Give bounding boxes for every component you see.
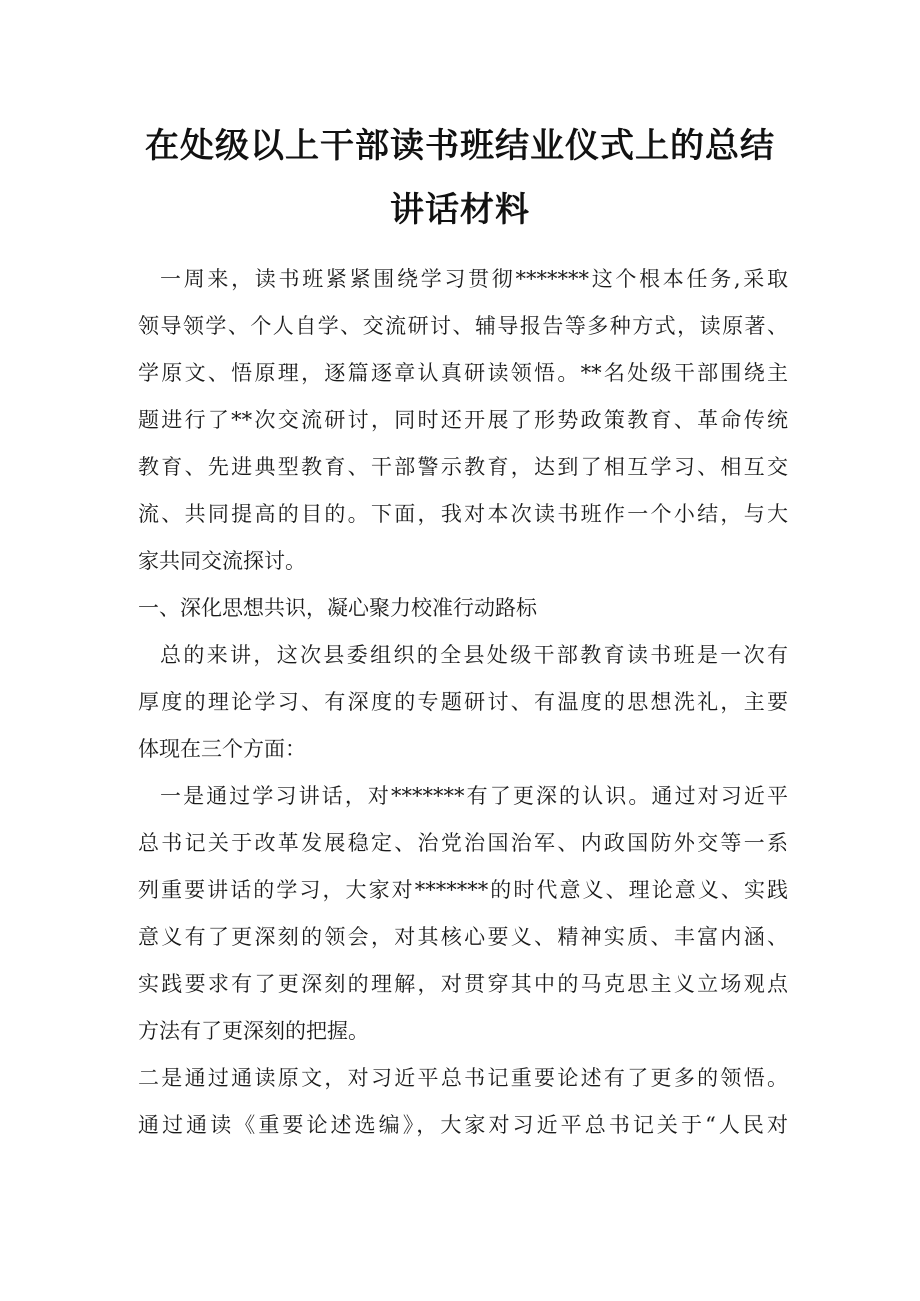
body-line: 体现在三个方面：: [138, 737, 306, 761]
body-line: 通过通读《重要论述选编》，大家对习近平总书记关于“人民对: [138, 1113, 788, 1137]
document-title-line-1: 在处级以上干部读书班结业仪式上的总结: [145, 126, 775, 166]
body-line: 流、共同提高的目的。下面，我对本次读书班作一个小结，与大: [138, 502, 788, 526]
body-line: 意义有了更深刻的领会，对其核心要义、精神实质、丰富内涵、: [138, 925, 788, 949]
body-line: 教育、先进典型教育、干部警示教育，达到了相互学习、相互交: [138, 455, 788, 479]
body-line: 方法有了更深刻的把握。: [138, 1019, 369, 1043]
body-line: 一是通过学习讲话，对*******有了更深的认识。通过对习近平: [160, 784, 788, 808]
document-title-line-2: 讲话材料: [390, 190, 530, 230]
body-line: 二是通过通读原文，对习近平总书记重要论述有了更多的领悟。: [138, 1066, 788, 1090]
body-line: 题进行了**次交流研讨，同时还开展了形势政策教育、革命传统: [138, 408, 788, 432]
body-line: 家共同交流探讨。: [138, 549, 306, 573]
body-line: 总的来讲，这次县委组织的全县处级干部教育读书班是一次有: [160, 643, 788, 667]
body-line: 实践要求有了更深刻的理解，对贯穿其中的马克思主义立场观点: [138, 972, 788, 996]
body-line: 总书记关于改革发展稳定、治党治国治军、内政国防外交等一系: [138, 831, 788, 855]
section-heading: 一、深化思想共识，凝心聚力校准行动路标: [138, 596, 537, 620]
body-line: 列重要讲话的学习，大家对*******的时代意义、理论意义、实践: [138, 878, 788, 902]
body-line: 厚度的理论学习、有深度的专题研讨、有温度的思想洗礼，主要: [138, 690, 788, 714]
body-line: 学原文、悟原理，逐篇逐章认真研读领悟。**名处级干部围绕主: [138, 361, 788, 385]
body-line: 一周来，读书班紧紧围绕学习贯彻*******这个根本任务,采取: [160, 267, 788, 291]
body-line: 领导领学、个人自学、交流研讨、辅导报告等多种方式，读原著、: [138, 314, 788, 338]
